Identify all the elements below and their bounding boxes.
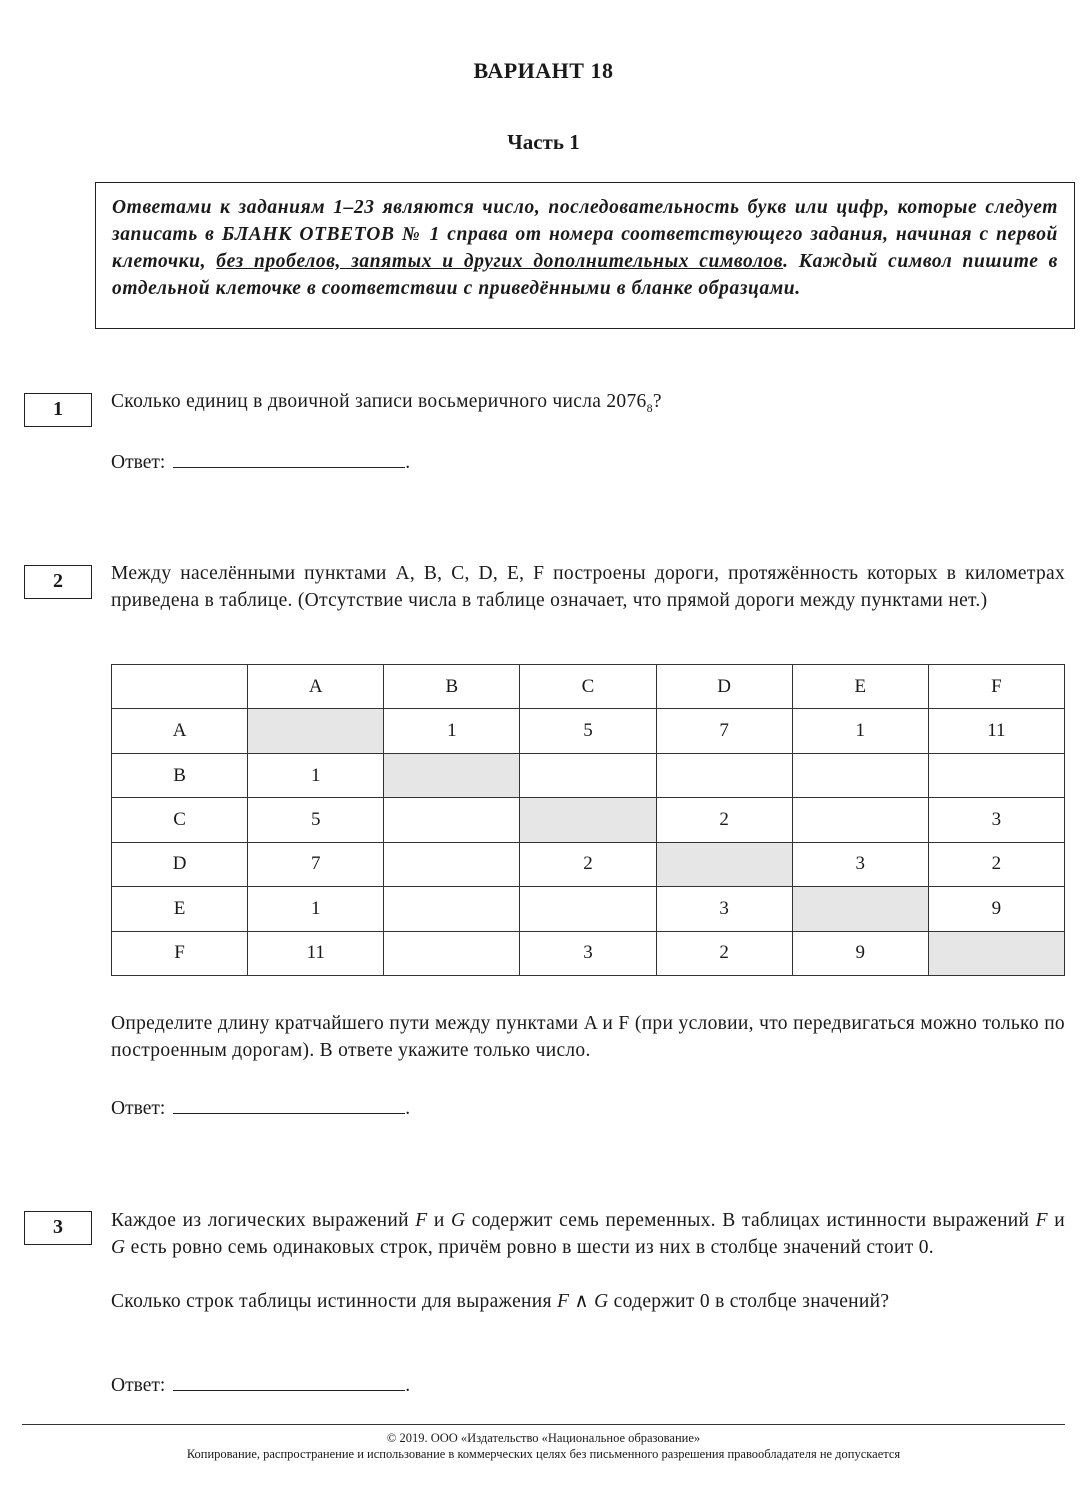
task-3-paragraph-2 <box>111 1288 1065 1315</box>
answer-label: Ответ: <box>111 1375 166 1396</box>
table-cell: 3 <box>520 931 656 975</box>
instructions-text-end: . Каждый символ пишите в отдельной клеточке в соответствии с приведёнными в бланке образцами. <box>112 251 1058 299</box>
task-3-paragraph-1 <box>111 1207 1065 1261</box>
part-heading: Часть 1 <box>507 130 580 154</box>
diagonal-cell <box>928 931 1064 975</box>
row-label: F <box>112 931 248 975</box>
table-cell: 11 <box>248 931 384 975</box>
instructions-text: Ответами к заданиям 1–23 являются число, последовательность букв или цифр, которые следует записать в БЛАНК ОТВЕТОВ № 1 справа от номера соответствующего задания, начиная с первой клеточки, <box>112 197 1058 272</box>
table-cell: 3 <box>656 887 792 931</box>
task-2-answer: Ответ: . <box>111 1093 410 1120</box>
table-cell: 1 <box>248 887 384 931</box>
distance-table <box>111 664 1065 976</box>
table-cell: 2 <box>520 842 656 886</box>
table-cell <box>384 798 520 842</box>
table-cell: 5 <box>520 709 656 753</box>
var-f: F <box>415 1210 428 1231</box>
diagonal-cell <box>248 709 384 753</box>
task-3-text: и <box>427 1210 451 1231</box>
row-label: A <box>112 709 248 753</box>
table-cell: 1 <box>792 709 928 753</box>
task-1-question: Сколько единиц в двоичной записи восьмеричного числа 2076 <box>111 391 647 412</box>
table-header-cell: B <box>384 665 520 709</box>
table-header-cell: A <box>248 665 384 709</box>
answer-label: Ответ: <box>111 1098 166 1119</box>
task-3-answer-field[interactable] <box>173 1370 405 1391</box>
table-cell: 1 <box>248 753 384 797</box>
task-1-base: 8 <box>646 400 653 415</box>
table-header-cell: C <box>520 665 656 709</box>
task-2-question: Определите длину кратчайшего пути между пунктами A и F (при условии, что передвигаться можно только по построенным дорогам). В ответе укажите только число. <box>111 1013 1065 1061</box>
table-cell <box>520 887 656 931</box>
task-2-answer-field[interactable] <box>173 1093 405 1114</box>
var-g: G <box>111 1237 126 1258</box>
page-title: ВАРИАНТ 18 <box>473 58 614 83</box>
row-label: E <box>112 887 248 931</box>
task-1-number: 1 <box>24 393 92 427</box>
table-cell <box>792 798 928 842</box>
table-cell: 5 <box>248 798 384 842</box>
table-cell: 11 <box>928 709 1064 753</box>
table-header-cell <box>112 665 248 709</box>
table-cell: 2 <box>656 931 792 975</box>
task-1-answer-field[interactable] <box>173 447 405 468</box>
task-2-text: Между населёнными пунктами A, B, C, D, E, F построены дороги, протяжённость которых в километрах приведена в таблице. (Отсутствие числа в таблице означает, что прямой дороги между пунктами нет.) <box>111 563 1065 611</box>
var-g: G <box>450 1210 466 1231</box>
table-cell: 3 <box>792 842 928 886</box>
instructions-box <box>95 182 1075 329</box>
row-label: C <box>112 798 248 842</box>
task-3-text: и <box>1047 1210 1065 1231</box>
table-row <box>112 887 1065 931</box>
table-header-cell: D <box>656 665 792 709</box>
instructions-underlined: без пробелов, запятых и других дополнительных символов <box>216 251 784 272</box>
task-1-text <box>111 388 1065 422</box>
table-header-row <box>112 665 1065 709</box>
table-row <box>112 931 1065 975</box>
var-f: F <box>1035 1210 1048 1231</box>
table-cell: 7 <box>248 842 384 886</box>
diagonal-cell <box>520 798 656 842</box>
task-3-text: Каждое из логических выражений <box>111 1210 416 1231</box>
table-row <box>112 842 1065 886</box>
table-cell: 1 <box>384 709 520 753</box>
diagonal-cell <box>656 842 792 886</box>
table-row <box>112 753 1065 797</box>
task-3-text: содержит 0 в столбце значений? <box>608 1291 890 1312</box>
table-cell <box>928 753 1064 797</box>
table-cell <box>520 753 656 797</box>
diagonal-cell <box>792 887 928 931</box>
table-cell <box>384 931 520 975</box>
table-cell <box>656 753 792 797</box>
and-operator: ∧ <box>569 1291 595 1312</box>
table-row <box>112 709 1065 753</box>
table-row <box>112 798 1065 842</box>
task-3-answer: Ответ: . <box>111 1370 410 1397</box>
footer-notice: Копирование, распространение и использование в коммерческих целях без письменного разрешения правообладателя не допускается <box>186 1447 901 1461</box>
table-cell: 7 <box>656 709 792 753</box>
task-3-text: содержит семь переменных. В таблицах истинности выражений <box>465 1210 1036 1231</box>
table-header-cell: F <box>928 665 1064 709</box>
task-3-text: Сколько строк таблицы истинности для выражения <box>111 1291 557 1312</box>
var-f: F <box>556 1291 570 1312</box>
footer-divider <box>22 1424 1065 1425</box>
table-cell: 3 <box>928 798 1064 842</box>
task-3-text: есть ровно семь одинаковых строк, причём ровно в шести из них в столбце значений стоит 0. <box>125 1237 934 1258</box>
table-cell: 9 <box>792 931 928 975</box>
table-cell <box>384 842 520 886</box>
diagonal-cell <box>384 753 520 797</box>
row-label: D <box>112 842 248 886</box>
task-3-number: 3 <box>24 1211 92 1245</box>
row-label: B <box>112 753 248 797</box>
task-2-number: 2 <box>24 565 92 599</box>
task-1-answer: Ответ: . <box>111 447 410 474</box>
var-g: G <box>594 1291 609 1312</box>
table-cell <box>792 753 928 797</box>
table-cell: 9 <box>928 887 1064 931</box>
answer-label: Ответ: <box>111 452 166 473</box>
table-cell <box>384 887 520 931</box>
table-header-cell: E <box>792 665 928 709</box>
task-1-qmark: ? <box>652 391 662 412</box>
table-cell: 2 <box>656 798 792 842</box>
footer-copyright: © 2019. ООО «Издательство «Национальное образование» <box>386 1431 701 1445</box>
table-cell: 2 <box>928 842 1064 886</box>
